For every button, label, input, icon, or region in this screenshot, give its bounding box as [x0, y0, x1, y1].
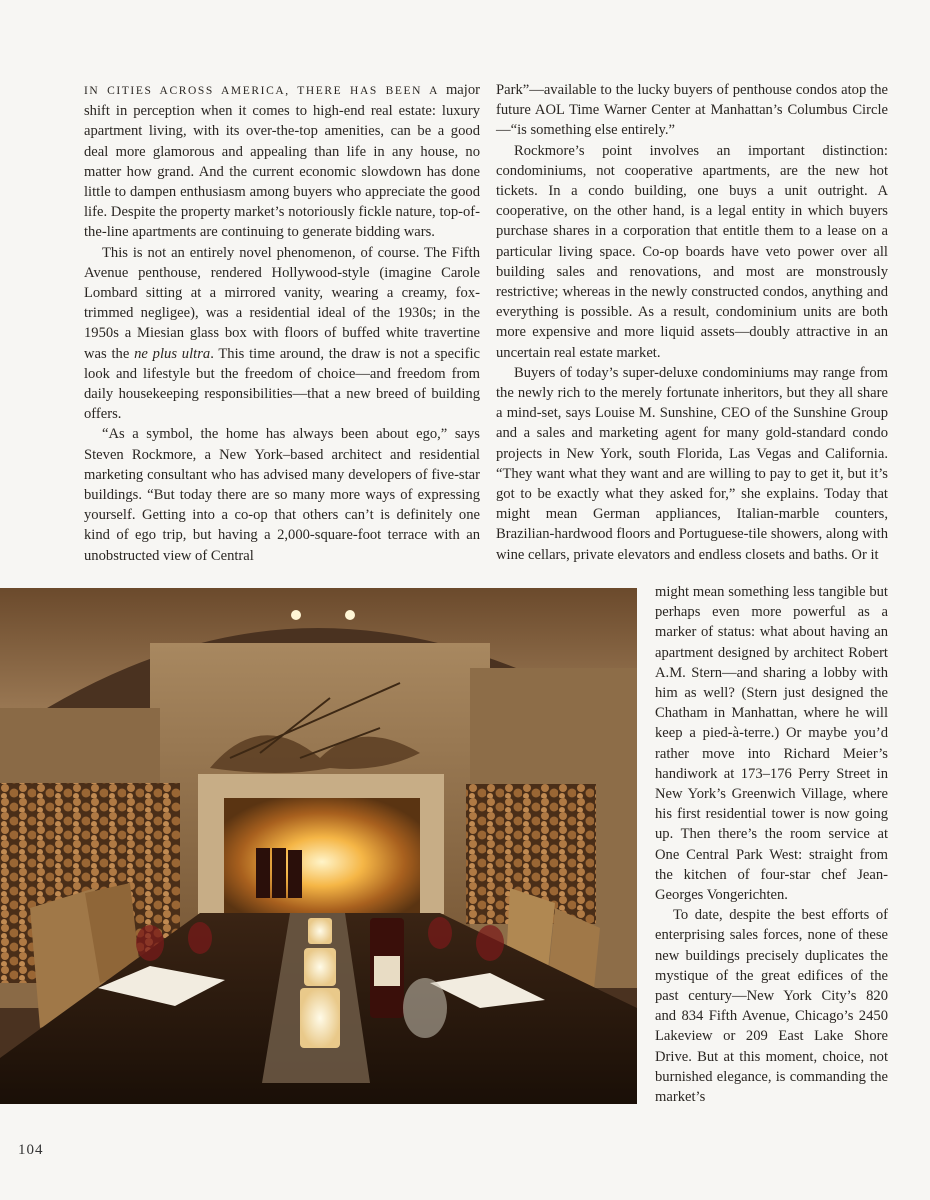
- paragraph-4: Park”—available to the lucky buyers of penthouse condos atop the future AOL Time Warner Center at Manhattan’s Columbus Circle—“is something else entirely.”: [496, 82, 888, 139]
- paragraph-6-continued: might mean something less tangible but perhaps even more powerful as a marker of status: what about having an apartment designed by architect Robert A.M. Stern—and sharing a lobby with him as well? (Stern just designed the Chatham in Manhattan, where he will keep a pied-à-terre.) Or maybe you’d rather move into Richard Meier’s handiwork at 173–176 Perry Street in New York’s Greenwich Village, where his first residential tower is now going up. Then there’s the room service at One Central Park West: straight from the kitchen of four-star chef Jean-Georges Vongerichten.: [655, 584, 888, 904]
- article-column-right: [496, 80, 888, 565]
- paragraph-2-text-a: This is not an entirely novel phenomenon, of course. The Fifth Avenue penthouse, rendered Hollywood-style (imagine Carole Lombard sitting at a mirrored vanity, wearing a creamy, fox-trimmed negligee), was a residential ideal of the 1930s; in the 1950s a Miesian glass box with floors of buffed white travertine was the: [84, 244, 480, 362]
- paragraph-5: Rockmore’s point involves an important distinction: condominiums, not cooperative apartments, are the new hot tickets. In a condo building, one buys a unit outright. A cooperative, on the other hand, is a legal entity in which buyers purchase shares in a corporation that entitle them to a lease on a particular living space. Co-op boards have veto power over all building sales and renovations, and most are monstrously restrictive; whereas in the newly constructed condos, anything and everything is possible. As a result, condominium units are both more expensive and more liquid assets—doubly attractive in an uncertain real estate market.: [496, 142, 888, 361]
- article-column-right-narrow: [655, 582, 888, 1107]
- paragraph-2-italic: ne plus ultra: [134, 345, 211, 362]
- paragraph-6: Buyers of today’s super-deluxe condominiums may range from the newly rich to the merely fortunate inheritors, but they all share a mind-set, says Louise M. Sunshine, CEO of the Sunshine Group and a sales and marketing agent for many gold-standard condo projects in New York, south Florida, Las Vegas and California. “They want what they want and are willing to pay to get it, but it’s got to be exactly what they asked for,” she explains. Today that might mean German appliances, Italian-marble counters, Brazilian-hardwood floors and Portuguese-tile showers, along with wine cellars, private elevators and endless closets and baths. Or it: [496, 364, 888, 563]
- wine-cellar-photo: [0, 588, 637, 1104]
- lead-in-caps: IN CITIES ACROSS AMERICA, THERE HAS BEEN A: [84, 85, 440, 97]
- paragraph-1-text: major shift in perception when it comes to high-end real estate: luxury apartment living, with its over-the-top amenities, can be a good deal more glamorous and appealing than life in any house, no matter how grand. And the current economic slowdown has done little to dampen enthusiasm among buyers who appreciate the good life. Despite the property market’s notoriously fickle nature, top-of-the-line apartments are continuing to generate bidding wars.: [84, 82, 480, 241]
- paragraph-2: [84, 243, 480, 425]
- page-number: 104: [18, 1142, 44, 1158]
- paragraph-2-text-b: . This time around, the draw is not a specific look and lifestyle but the freedom of choice—and freedom from daily housekeeping responsibilities—that a new breed of building offers.: [84, 345, 480, 423]
- article-column-left: [84, 80, 480, 566]
- paragraph-7: To date, despite the best efforts of enterprising sales forces, none of these new buildings precisely duplicates the mystique of the great edifices of the past century—New York City’s 820 and 834 Fifth Avenue, Chicago’s 2450 Lakeview or 209 East Lake Shore Drive. But at this moment, choice, not burnished elegance, is commanding the market’s: [655, 907, 888, 1106]
- paragraph-1: [84, 80, 480, 243]
- paragraph-3: “As a symbol, the home has always been about ego,” says Steven Rockmore, a New York–based architect and residential marketing consultant who has advised many developers of five-star buildings. “But today there are so many more ways of expressing yourself. Getting into a co-op that others can’t is definitely one kind of ego trip, but having a 2,000-square-foot terrace with an unobstructed view of Central: [84, 426, 480, 564]
